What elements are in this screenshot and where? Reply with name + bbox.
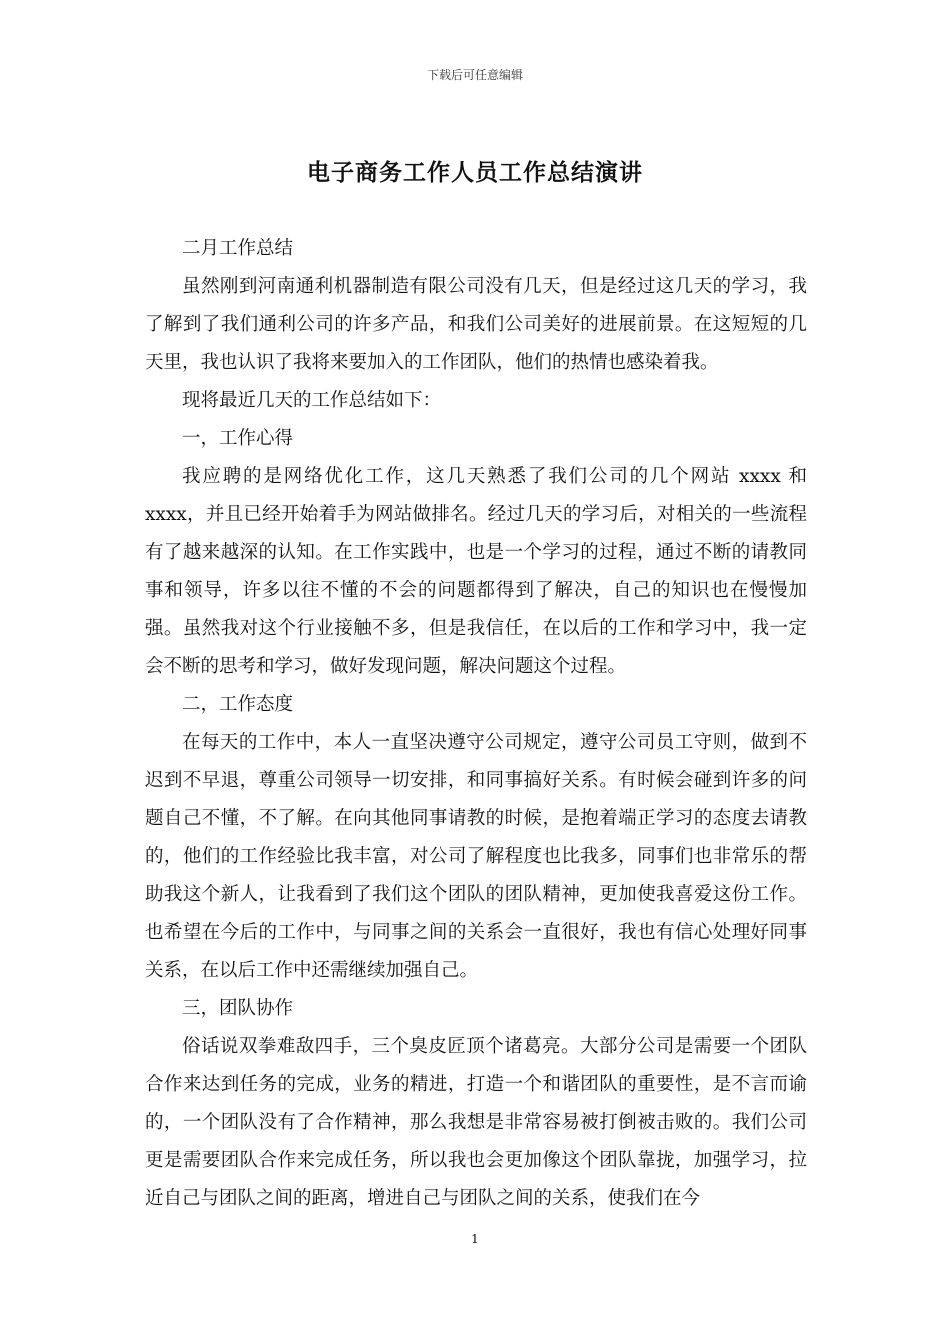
document-title: 电子商务工作人员工作总结演讲	[307, 159, 643, 186]
section-heading-attitude: 二，工作态度	[182, 694, 294, 715]
summary-lead: 现将最近几天的工作总结如下：	[182, 390, 442, 411]
section-heading-experience: 一，工作心得	[182, 428, 294, 449]
experience-paragraph: 我应聘的是网络优化工作，这几天熟悉了我们公司的几个网站 xxxx 和 xxxx，并且已经开始着手为网站做排名。经过几天的学习后，对相关的一些流程有了越来越深的认知。在工作实践中，也是一个学习的过程，通过不断的请教同事和领导，许多以往不懂的不会的问题都得到了解决，自己的知识也在慢慢加强。虽然我对这个行业接触不多，但是我信任，在以后的工作和学习中，我一定会不断的思考和学习，做好发现问题，解决问题这个过程。	[145, 466, 807, 677]
document-body	[145, 230, 807, 1218]
teamwork-paragraph: 俗话说双拳难敌四手，三个臭皮匠顶个诸葛亮。大部分公司是需要一个团队合作来达到任务的完成，业务的精进，打造一个和谐团队的重要性，是不言而谕的，一个团队没有了合作精神，那么我想是非常容易被打倒被击败的。我们公司更是需要团队合作来完成任务，所以我也会更加像这个团队靠拢，加强学习，拉近自己与团队之间的距离，增进自己与团队之间的关系，使我们在今	[145, 1036, 807, 1209]
attitude-paragraph: 在每天的工作中，本人一直坚决遵守公司规定，遵守公司员工守则，做到不迟到不早退，尊重公司领导一切安排，和同事搞好关系。有时候会碰到许多的问题自己不懂，不了解。在向其他同事请教的时候，是抱着端正学习的态度去请教的，他们的工作经验比我丰富，对公司了解程度也比我多，同事们也非常乐的帮助我这个新人，让我看到了我们这个团队的团队精神，更加使我喜爱这份工作。也希望在今后的工作中，与同事之间的关系会一直很好，我也有信心处理好同事关系，在以后工作中还需继续加强自己。	[145, 732, 807, 981]
section-heading-february: 二月工作总结	[182, 238, 294, 259]
page-number: 1	[471, 1232, 479, 1246]
header-note: 下载后可任意编辑	[426, 68, 523, 82]
intro-paragraph: 虽然刚到河南通利机器制造有限公司没有几天，但是经过这几天的学习，我了解到了我们通利公司的许多产品，和我们公司美好的进展前景。在这短短的几天里，我也认识了我将来要加入的工作团队，他们的热情也感染着我。	[145, 276, 807, 373]
section-heading-teamwork: 三，团队协作	[182, 998, 294, 1019]
